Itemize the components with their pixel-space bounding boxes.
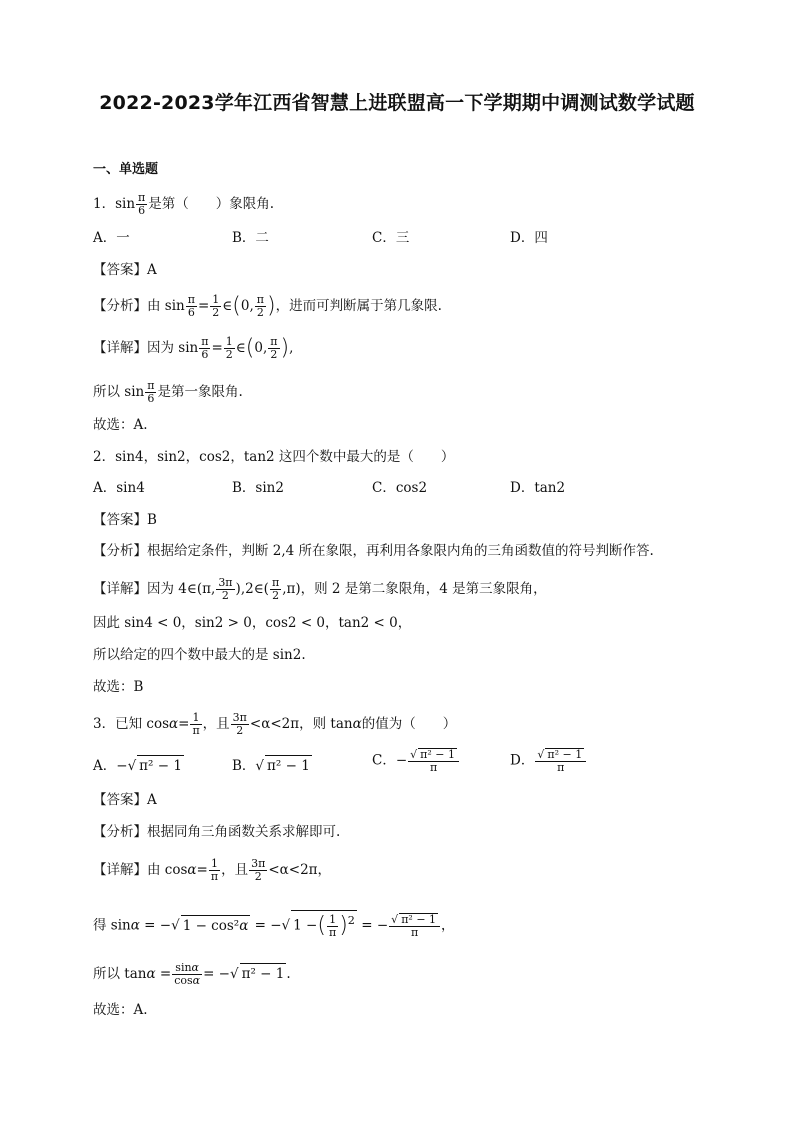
q1-option-b: B．二 [232,230,269,246]
q2-analysis: 【分析】根据给定条件，判断 2,4 所在象限，再利用各象限内角的三角函数值的符号判断作答. [93,543,654,559]
q1-option-c: C．三 [372,230,410,246]
q2-so: 所以给定的四个数中最大的是 sin2. [93,647,306,663]
q3-option-c: C．− $\frac{\text{√ π² − 1}}{\pi}$ [372,748,460,774]
q2-detail: 【详解】因为 4∈(π, $\frac{3\pi}{2}$ ),2∈( $\frac{\pi}{2}$ ,π)，则 2 是第二象限角，4 是第三象限角， [93,576,547,602]
fraction: $\frac{\pi}{6}$ [138,191,146,217]
q3-stem: 3．已知 cosα= $\frac{1}{\pi}$ ，且 $\frac{3\pi}{2}$ <α<2π，则 tanα的值为（ ） [93,711,457,737]
q1-option-a: A．一 [93,230,130,246]
q2-stem: 2．sin4，sin2，cos2，tan2 这四个数中最大的是（ ） [93,449,455,465]
q3-choose: 故选：A. [93,1002,148,1018]
q2-choose: 故选：B [93,679,144,695]
q2-option-a: A．sin4 [93,480,145,496]
q3-answer: 【答案】A [93,792,157,808]
q3-option-d: D． $\frac{\text{√ π² − 1}}{\pi}$ [510,748,587,774]
q2-option-d: D．tan2 [510,480,566,496]
q3-option-b: B．√ π² − 1 [232,755,312,776]
page-title: 2022-2023学年江西省智慧上进联盟高一下学期期中调测试数学试题 [99,92,695,114]
q1-option-d: D．四 [510,230,548,246]
q1-analysis: 【分析】由 sin $\frac{\pi}{6}$ = $\frac{1}{2}$ ∈(0, $\frac{\pi}{2}$ )，进而可判断属于第几象限. [93,293,442,319]
q3-get: 得 sinα = −√ 1 − cos²α = −√ 1 −( $\frac{1}{\pi}$ )$^2$ = − $\frac{\text{√ π² − 1}}{\pi}$ ， [93,910,455,939]
q1-choose: 故选：A. [93,417,148,433]
q1-stem: 1．sin $\frac{\pi}{6}$ 是第（ ）象限角. [93,191,275,217]
q3-detail: 【详解】由 cosα= $\frac{1}{\pi}$ ，且 $\frac{3\pi}{2}$ <α<2π， [93,857,332,883]
q2-option-b: B．sin2 [232,480,284,496]
q3-option-a: A．−√ π² − 1 [93,755,184,776]
q2-therefore: 因此 sin4 < 0，sin2 > 0，cos2 < 0，tan2 < 0， [93,615,412,631]
q1-so: 所以 sin $\frac{\pi}{6}$ 是第一象限角. [93,379,243,405]
q1-detail: 【详解】因为 sin $\frac{\pi}{6}$ = $\frac{1}{2}$ ∈(0, $\frac{\pi}{2}$ ), [93,335,294,361]
section-heading: 一、单选题 [93,162,159,177]
q3-so: 所以 tanα = $\frac{\sin\alpha}{\cos\alpha}$ = −√ π² − 1 . [93,961,291,987]
q3-analysis: 【分析】根据同角三角函数关系求解即可. [93,824,341,840]
q1-answer: 【答案】A [93,262,157,278]
q2-answer: 【答案】B [93,512,157,528]
q2-option-c: C．cos2 [372,480,428,496]
